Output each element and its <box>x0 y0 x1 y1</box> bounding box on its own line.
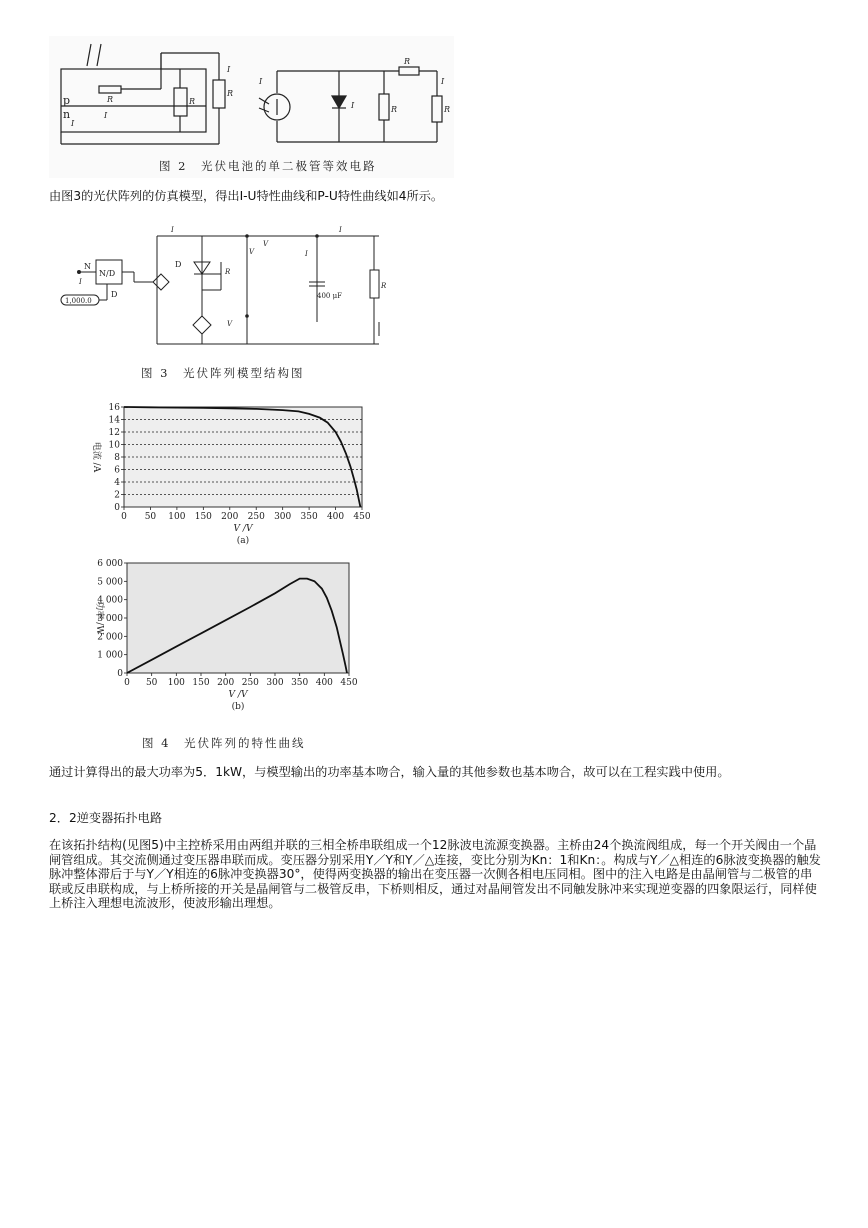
plot-area <box>127 563 349 673</box>
x-tick-label: 350 <box>291 678 309 688</box>
y-tick-label: 12 <box>108 428 120 438</box>
y-tick-label: 2 000 <box>97 632 123 643</box>
fig3-const-value: 1,000.0 <box>65 297 92 305</box>
x-tick-label: 250 <box>247 512 265 522</box>
fig3-vmod: V <box>227 320 233 328</box>
y-tick-label: 3 000 <box>97 614 123 624</box>
x-tick-label: 300 <box>274 512 292 522</box>
fig3-cap: 400 μF <box>317 292 342 300</box>
fig3-r2: R <box>381 282 387 290</box>
figure-2-caption: 图 2 光伏电池的单二极管等效电路 <box>159 159 377 173</box>
fig2-p-label: p <box>63 94 71 107</box>
x-axis-label: V /V <box>228 690 248 700</box>
fig3-rd: R <box>225 268 231 276</box>
x-tick-label: 100 <box>168 512 186 522</box>
y-tick-label: 6 <box>114 465 120 476</box>
figure-2 <box>49 36 454 178</box>
fig3-ipvm: I <box>171 226 174 234</box>
fig3-vs: V <box>263 240 269 248</box>
fig2-idisc: I <box>351 101 355 110</box>
fig3-nd-block: N/D <box>99 269 116 278</box>
figure-4 <box>82 397 402 757</box>
fig2-r2-left: R <box>227 89 234 98</box>
y-tick-label: 2 <box>114 490 120 501</box>
fig2-ia-left: I <box>227 65 231 74</box>
fig2-n-label: n <box>63 108 71 121</box>
y-tick-label: 0 <box>114 503 120 513</box>
x-tick-label: 150 <box>194 512 212 522</box>
fig2-ipho-src: I <box>259 77 263 86</box>
y-tick-label: 6 000 <box>97 559 123 569</box>
x-tick-label: 50 <box>144 512 157 522</box>
x-tick-label: 200 <box>221 512 239 522</box>
y-tick-label: 0 <box>117 669 123 679</box>
fig3-n-in: N <box>84 262 91 271</box>
figure-4-caption: 图 4 光伏阵列的特性曲线 <box>142 736 306 750</box>
y-tick-label: 1 000 <box>97 650 123 661</box>
figure-4-charts <box>82 397 402 757</box>
x-tick-label: 350 <box>300 512 318 522</box>
y-axis-label: 功率 /W <box>94 601 104 635</box>
x-tick-label: 400 <box>326 512 345 522</box>
x-tick-label: 450 <box>340 678 358 688</box>
fig3-ic: I <box>305 250 308 258</box>
y-tick-label: 10 <box>108 440 120 451</box>
figure-3-circuit <box>49 222 399 384</box>
x-tick-label: 0 <box>124 678 130 688</box>
x-tick-label: 300 <box>266 678 284 688</box>
x-tick-label: 50 <box>145 678 158 688</box>
figure-2-circuit <box>49 36 454 178</box>
x-tick-label: 450 <box>353 512 371 522</box>
y-tick-label: 4 000 <box>97 595 123 606</box>
sub-caption: (a) <box>236 536 250 546</box>
fig3-ipv: I <box>79 278 82 286</box>
paragraph-3: 在该拓扑结构(见图5)中主控桥采用由两组并联的三相全桥串联组成一个12脉波电流源变换器。主桥由24个换流阀组成，每一个开关阀由一个晶闸管组成。其交流侧通过变压器串联而成。变压器分别采用Y／Y和Y／△连接，变比分别为Kn：1和Kn：。构成与Y／△相连的6脉波变换器的触发脉冲整体滞后于与Y／Y相连的6脉冲变换器30°，使得两变换器的输出在变压器一次侧各相电压同相。图中的注入电路是由晶闸管与二极管的串联或反串联构成，与上桥所接的开关是晶闸管与二极管反串，下桥则相反，通过对晶闸管发出不同触发脉冲来实现逆变器的四象限运行，同样使上桥注入理想电流波形，使波形输出理想。 <box>49 838 821 910</box>
fig2-rsh-left: R <box>189 97 196 106</box>
x-tick-label: 150 <box>192 678 210 688</box>
y-tick-label: 14 <box>108 415 120 426</box>
paragraph-1: 由图3的光伏阵列的仿真模型，得出I-U特性曲线和P-U特性曲线如4所示。 <box>49 189 444 203</box>
fig3-d-lower: D <box>111 290 118 299</box>
fig2-r2: R <box>444 105 451 114</box>
x-tick-label: 200 <box>217 678 235 688</box>
y-tick-label: 5 000 <box>97 577 123 588</box>
fig3-va: V <box>249 248 255 256</box>
fig2-rsh: R <box>391 105 398 114</box>
y-tick-label: 4 <box>114 478 120 488</box>
figure-3 <box>49 222 399 384</box>
paragraph-2: 通过计算得出的最大功率为5．1kW，与模型输出的功率基本吻合，输入量的其他参数也基本吻合，故可以在工程实践中使用。 <box>49 765 730 779</box>
section-heading: 2．2逆变器拓扑电路 <box>49 811 163 825</box>
sub-caption: (b) <box>231 702 245 712</box>
figure-3-caption: 图 3 光伏阵列模型结构图 <box>141 366 305 380</box>
x-tick-label: 100 <box>167 678 185 688</box>
x-tick-label: 250 <box>241 678 259 688</box>
y-tick-label: 8 <box>114 453 120 463</box>
fig3-d-diode: D <box>175 260 182 269</box>
x-tick-label: 0 <box>121 512 127 522</box>
fig2-rs-left: R <box>107 95 114 104</box>
fig2-idisc-left: I <box>104 111 108 120</box>
fig2-rs: R <box>404 57 411 66</box>
y-tick-label: 16 <box>108 403 120 413</box>
x-axis-label: V /V <box>233 524 253 534</box>
fig3-ia: I <box>339 226 342 234</box>
fig2-ipho-left: I <box>71 119 75 128</box>
fig2-ia: I <box>441 77 445 86</box>
y-axis-label: 电流 /A <box>91 441 101 473</box>
x-tick-label: 400 <box>315 678 333 688</box>
